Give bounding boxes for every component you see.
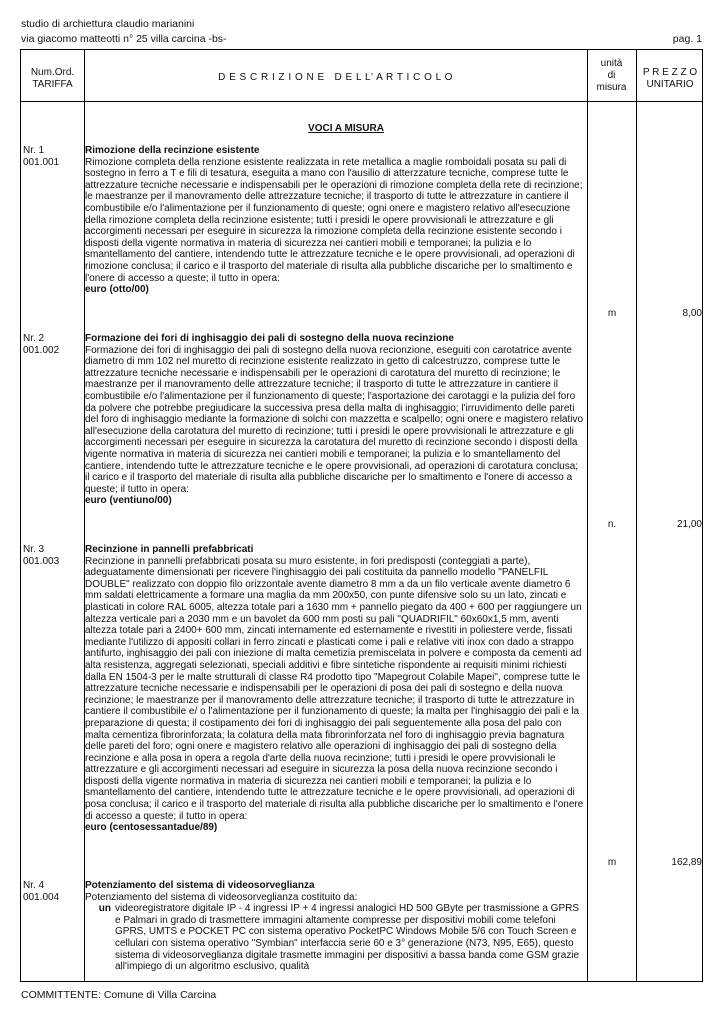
column-header-unit-line1: unità [600, 58, 623, 69]
article-price: 162,89 [671, 857, 702, 868]
article-code: 001.001 [23, 156, 60, 168]
column-header-price-line2: UNITARIO [646, 79, 694, 90]
article-price: 8,00 [682, 308, 702, 319]
column-header-unit-line2: di [607, 70, 616, 81]
article-number [23, 333, 81, 356]
page-number: pag. 1 [672, 33, 702, 45]
article-unit: n. [607, 519, 617, 530]
article-unit: m [607, 308, 617, 319]
article-nr: Nr. 2 [23, 333, 45, 344]
price-list-table [20, 49, 703, 982]
article-number [23, 145, 81, 168]
article-nr: Nr. 3 [23, 544, 45, 555]
section-title: VOCI A MISURA [308, 123, 384, 134]
article-description [85, 544, 584, 834]
article-nr: Nr. 4 [23, 880, 45, 891]
article-text: Rimozione completa della renzione esistente realizzata in rete metallica a maglie romboidali posata su pali di sostegno in ferro a T e fili di tesatura, eseguita a mano con l'ausilio di atterzzature tecniche, comprese tutte le attrezzature tecniche necessarie e indispensabili per le operazioni di rimozione completa della rete di recinzione; le maestranze per il manovramento delle attrezzature tecniche; il trasporto di tutte le attrezzature in cantiere il combustibile e/o l'alimentazione per il funzionamento di queste; ogni onere e magistero relativo all'esecuzione della rimozione completa della recinzione esistente; tutti i presidi le opere provvisionali le attrezzature e gli accorgimenti necessari per eseguire in sicurezza la rimozione completa della recinzione esistente secondo i disposti della vigente normativa in materia di sicurezza nei cantieri mobili e temporanei; la pulizia e lo smantellamento del cantiere, intendendo tutte le attrezzature tecniche e le opere provvisionali, ad operazioni di rimozione conclusa; il carico e il trasporto del materiale di risulta alla pubbliche discariche per lo smaltimento e l'onere di accesso a queste; il tutto in opera: [85, 156, 583, 284]
studio-address: via giacomo matteotti n° 25 villa carcina -bs- [21, 33, 227, 45]
article-text: Recinzione in pannelli prefabbricati posata su muro esistente, in fori predisposti (conteggiati a parte), adeguatamente dimensionati per ricevere l'inghisaggio dei pali costituita da pannello modello "PANELFIL DOUBLE" realizzato con doppio filo orizzontale avente diametro 8 mm a da un filo verticale avente diametro 6 mm saldati elettricamente a formare una maglia da mm 200x50, con punte difensive solo su un lato, zincati e plasticati in colore RAL 6005, altezza totale pari a 1630 mm + pannello piegato da 400 + 600 per raggiungere un altezza verticale pari a 2030 mm e un bavolet da 600 mm posti su pali "QUADRIFIL" 60x60x1,5 mm, aventi altezza totale pari a 2400+ 600 mm, zincati internamente ed esternamente e rivestiti in poliestere verde, fissati mediante l'utilizzo di appositi collari in ferro zincati e plasticati come i pali e relative viti inox con dado a strappo antifurto, inghisaggio dei pali con iniezione di malta cemetizia premiscelata in polvere e composta da cementi ad alta resistenza, aggregati selezionati, speciali additivi e fibre sintetiche rispondente ai requisiti minimi richiesti dalla EN 1504-3 per le malte strutturali di classe R4 prodotto tipo "Mapegrout Colabile Mapei", comprese tutte le attrezzature tecniche necessarie e indispensabili per le operazioni di posa dei pali di sostegno e della nuova recinzione; le maestranze per il manovramento delle attrezzature tecniche; il trasporto di tutte le attrezzature in cantiere il combustibile e/ o l'alimentazione per il funzionamento di queste; la malta per l'inghisaggio dei pali e la preparazione di questa; il costipamento dei fori di inghisaggio dei pali seguentemente alla posa del palo con malta cementiza fibrorinforzata; la colatura della mata fibrorinforzata nel foro di inghisaggio previa bagnatura delle pareti del foro; ogni onere e magistero relativo alle operazioni di inghisaggio dei pali di sostegno della recinzione e alla posa in opera a regola d'arte della nuova recinzione; tutti i presidi le opere provvisionali le attrezzature e gli accorgimenti necessari ad eseguire in sicurezza la posa della nuova recinzione secondo i disposti della vigente normativa in materia di sicurezza nei cantieri mobili e temporanei; la pulizia e lo smantellamento del cantiere, intendendo tutte le attrezzature tecniche e le opere provvisionali, ad operazioni di posa conclusa; il carico e il trasporto del materiale di risulta alla pubbliche discariche per lo smaltimento e l'onere di accesso a queste; il tutto in opera: [85, 555, 584, 822]
article-code: 001.004 [23, 891, 60, 903]
column-header-description: D E S C R I Z I O N E D E L L' A R T I C O L O [218, 72, 453, 83]
column-header-unit-line3: misura [596, 82, 627, 93]
article-price-words: euro (centosessantadue/89) [85, 822, 218, 834]
component-text: videoregistratore digitale IP - 4 ingressi IP + 4 ingressi analogici HD 500 GByte per trasmissione a GPRS e Palmari in grado di trasmettere immagini altamente compresse per dispositivi mobili come telefoni GPRS, UMTS e POCKET PC con sistema operativo PocketPC Windows Mobile 5/6 con Touch Screen e cellulari con sistema operativo "Symbian" interfaccia serie 60 e 3° generazione (N73, N95, E65), questo sistema di videosorveglianza digitale trasmette immagini per dispositivi a bassa banda come GSM grazie all'impiego di un algoritmo esclusivo, qualità [115, 903, 580, 973]
article-description [85, 145, 584, 296]
column-header-number-line1: Num.Ord. [30, 67, 75, 78]
article-price-words: euro (otto/00) [85, 284, 149, 296]
article-unit: m [607, 857, 617, 868]
article-component [85, 903, 584, 973]
studio-name: studio di archiettura claudio marianini [21, 18, 195, 30]
article-code: 001.003 [23, 555, 60, 567]
article-description [85, 333, 584, 507]
article-title: Formazione dei fori di inghisaggio dei pali di sostegno della nuova recinzione [85, 333, 454, 344]
column-header-number-line2: TARIFFA [32, 79, 73, 90]
article-price-words: euro (ventiuno/00) [85, 495, 172, 507]
article-text: Potenziamento del sistema di videosorveglianza costituito da: [85, 891, 358, 903]
article-title: Recinzione in pannelli prefabbricati [85, 544, 254, 555]
table-body [21, 50, 702, 981]
article-number [23, 544, 81, 567]
article-price: 21,00 [676, 519, 702, 530]
column-header-price-line1: P R E Z Z O [642, 67, 698, 78]
article-title: Potenziamento del sistema di videosorveglianza [85, 880, 315, 891]
article-description [85, 880, 584, 973]
article-number [23, 880, 81, 903]
article-title: Rimozione della recinzione esistente [85, 145, 260, 156]
article-nr: Nr. 1 [23, 145, 45, 156]
article-code: 001.002 [23, 344, 60, 356]
article-text: Formazione dei fori di inghisaggio dei pali di sostegno della nuova recionzione, eseguiti con carotatrice avente diametro di mm 102 nel muretto di recinzione esistente realizzato in getto di calcestruzzo, comprese tutte le attrezzature tecniche necessarie e indispensabili per le operazioni di carotatura del muretto di recinzione; le maestranze per il manovramento delle attrezzature tecniche; il trasporto di tutte le attrezzature in cantiere il combustibile e/o l'alimentazione per il funzionamento di queste; l'asportazione dei carotaggi e la pulizia del foro da polvere che potrebbe pregiudicare la successiva presa della malta di inghisaggio; l'irruvidimento delle pareti del foro di inghisaggio mediante la formazione di solchi con mazzetta e scalpello; ogni onere e magistero relativo all'esecuzione della carotatura del muretto di recinzione; tutti i presidi le opere provvisionali le attrezzature e gli accorgimenti necessari per eseguire in sicurezza la carotatura del muretto di recinzione secondo i disposti della vigente normativa in materia di sicurezza nei cantieri mobili e temporanei; la pulizia e lo smantellamento del cantiere, intendendo tutte le attrezzature tecniche e le opere provvisionali, ad operazioni di carotatura conclusa; il carico e il trasporto del materiale di risulta alla pubbliche discariche per lo smaltimento e l'onere di accesso a queste; il tutto in opera: [85, 344, 584, 495]
client-footer: COMMITTENTE: Comune di Villa Carcina [21, 989, 217, 1001]
component-quantity: un [98, 903, 111, 915]
